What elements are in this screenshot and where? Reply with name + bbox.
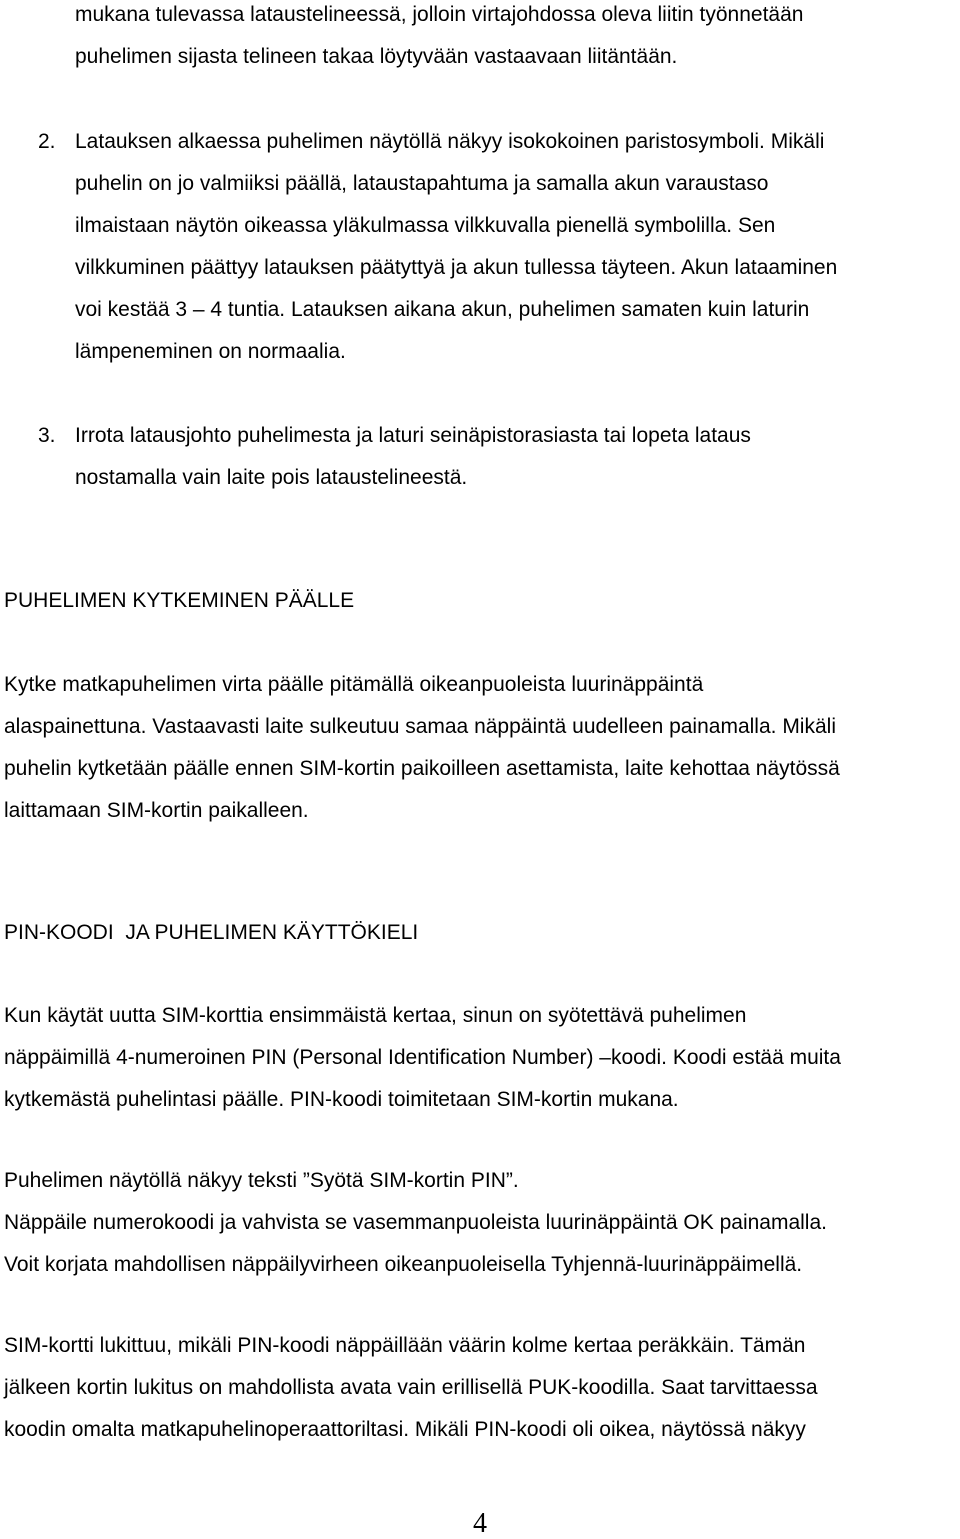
paragraph-line: koodin omalta matkapuhelinoperaattoriltasi. Mikäli PIN-koodi oli oikea, näytössä näkyy [4,1418,806,1441]
step-number: 3. [38,424,56,447]
continuation-line: puhelimen sijasta telineen takaa löytyvään vastaavaan liitäntään. [75,45,678,68]
paragraph-line: SIM-kortti lukittuu, mikäli PIN-koodi näppäillään väärin kolme kertaa peräkkäin. Tämän [4,1334,806,1357]
paragraph-line: näppäimillä 4-numeroinen PIN (Personal Identification Number) –koodi. Koodi estää muita [4,1046,841,1069]
paragraph-line: laittamaan SIM-kortin paikalleen. [4,799,309,822]
paragraph-line: Puhelimen näytöllä näkyy teksti ”Syötä SIM-kortin PIN”. [4,1169,519,1192]
step-line: ilmaistaan näytön oikeassa yläkulmassa vilkkuvalla pienellä symbolilla. Sen [75,214,776,237]
step-line: voi kestää 3 – 4 tuntia. Latauksen aikana akun, puhelimen samaten kuin laturin [75,298,810,321]
step-number: 2. [38,130,56,153]
step-line: puhelin on jo valmiiksi päällä, lataustapahtuma ja samalla akun varaustaso [75,172,769,195]
paragraph-line: puhelin kytketään päälle ennen SIM-kortin paikoilleen asettamista, laite kehottaa näytössä [4,757,840,780]
step-line: Irrota latausjohto puhelimesta ja laturi seinäpistorasiasta tai lopeta lataus [75,424,751,447]
paragraph-line: alaspainettuna. Vastaavasti laite sulkeutuu samaa näppäintä uudelleen painamalla. Mikäli [4,715,836,738]
section-heading: PIN-KOODI JA PUHELIMEN KÄYTTÖKIELI [4,921,419,944]
step-line: nostamalla vain laite pois lataustelineestä. [75,466,468,489]
continuation-line: mukana tulevassa lataustelineessä, jolloin virtajohdossa oleva liitin työnnetään [75,3,804,26]
paragraph-line: kytkemästä puhelintasi päälle. PIN-koodi toimitetaan SIM-kortin mukana. [4,1088,679,1111]
step-line: vilkkuminen päättyy latauksen päätyttyä ja akun tullessa täyteen. Akun lataaminen [75,256,838,279]
section-heading: PUHELIMEN KYTKEMINEN PÄÄLLE [4,589,355,612]
step-line: lämpeneminen on normaalia. [75,340,346,363]
page-number: 4 [473,1508,487,1539]
paragraph-line: Kun käytät uutta SIM-korttia ensimmäistä kertaa, sinun on syötettävä puhelimen [4,1004,747,1027]
paragraph-line: Näppäile numerokoodi ja vahvista se vasemmanpuoleista luurinäppäintä OK painamalla. [4,1211,827,1234]
paragraph-line: Kytke matkapuhelimen virta päälle pitämällä oikeanpuoleista luurinäppäintä [4,673,704,696]
step-line: Latauksen alkaessa puhelimen näytöllä näkyy isokokoinen paristosymboli. Mikäli [75,130,825,153]
paragraph-line: jälkeen kortin lukitus on mahdollista avata vain erillisellä PUK-koodilla. Saat tarvittaessa [4,1376,818,1399]
paragraph-line: Voit korjata mahdollisen näppäilyvirheen oikeanpuoleisella Tyhjennä-luurinäppäimellä. [4,1253,803,1276]
